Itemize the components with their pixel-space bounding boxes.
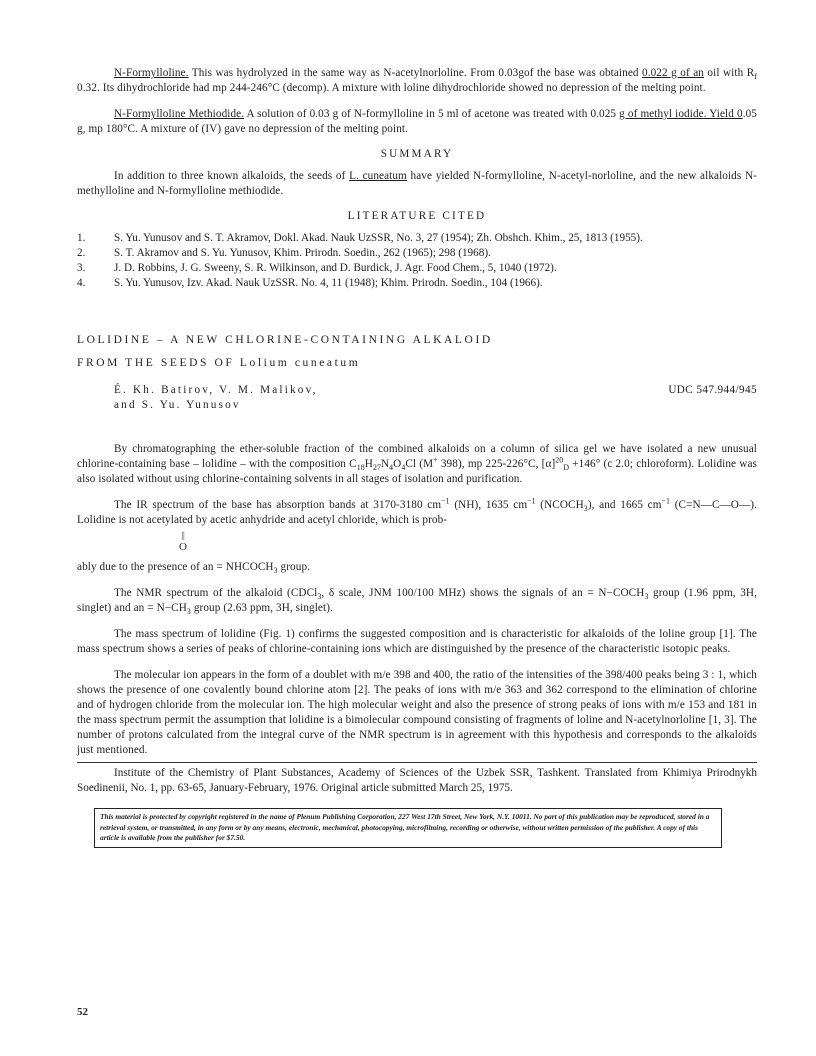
carbonyl-notation [77,532,757,560]
text-run: f [754,72,757,82]
oxygen-glyph: O [179,541,187,553]
authors-line-2: and S. Yu. Yunusov [114,399,241,411]
text-run: 4 [401,463,406,473]
text-run: group. [277,561,311,573]
reference-item [77,261,757,276]
reference-item [77,276,757,291]
page-body [77,66,757,848]
reference-item [77,231,757,246]
copyright-notice: This material is protected by copyright registered in the name of Plenum Publishing Corporation, 227 West 17th Street, New York, N.Y. 10011. No part of this publication may be reproduced, stored in a retrieval system, or transmitted, in any form or by any means, electronic, mechanical, photocopying, microfilming, recording or otherwise, without written permission of the publisher. A copy of this article is available from the publisher for $7.50. [94,808,722,848]
paragraph-mass-spectrum: The mass spectrum of lolidine (Fig. 1) confirms the suggested composition and is characteristic for alkaloids of the loline group [1]. The mass spectrum shows a series of peaks of chlorine-containing ions which are distinguished by the presence of the characteristic isotopic peaks. [77,628,757,655]
affiliation-footnote: Institute of the Chemistry of Plant Substances, Academy of Sciences of the Uzbek SSR, Tashkent. Translated from Khimiya Prirodnykh Soedinenii, No. 1, pp. 63-65, January-February, 1976. Original article submitted March 25, 1975. [77,762,757,796]
text-run: −1 [661,496,671,506]
text-run: The NMR spectrum of the alkaloid (CDCl [114,587,318,599]
text-run: The IR spectrum of the base has absorption bands at 3170-3180 cm [114,499,442,511]
text-run: L. cuneatum [349,170,407,182]
text-run: oil with R [703,67,755,79]
reference-text: S. Yu. Yunusov, Izv. Akad. Nauk UzSSR. No. 4, 11 (1948); Khim. Prirodn. Soedin., 104 (1966). [114,277,543,289]
reference-list [77,231,757,291]
text-run: −1 [527,496,536,506]
text-run: 0.022 g of an [642,67,704,79]
text-run: H [364,458,373,470]
text-run: By chromatographing the ether-soluble fraction of the combined alkaloids on a column of silica gel we have isolated a new unusual chlorine-containing base – lolidine – with the composition C [77,443,757,470]
paragraph-ir-spectrum [77,498,757,528]
text-run: 4 [389,463,394,473]
text-run: In addition to three known alkaloids, the seeds of [114,170,350,182]
reference-number: 1. [77,232,86,244]
text-run: A solution of 0.03 g of N-formylloline in 5 ml of acetone was treated with 0.025 [244,108,620,120]
summary-paragraph [77,169,757,199]
text-run: N [380,458,390,470]
text-run: This was hydrolyzed in the same way as N-acetylnorloline. From 0.03gof the base was obtained [188,67,643,79]
reference-text: S. Yu. Yunusov and S. T. Akramov, Dokl. Akad. Nauk UzSSR, No. 3, 27 (1954); Zh. Obshch. Khim., 25, 1813 (1955). [114,232,643,244]
text-run: g of methyl iodide. Yield 0 [619,108,743,120]
text-run: 3 [644,592,649,602]
text-run: , δ scale, JNM 100/100 MHz) shows the signals of an = N−COCH [321,587,645,599]
text-run: group (1.96 ppm, 3H, singlet) and an = N−CH [77,587,757,614]
reference-text: S. T. Akramov and S. Yu. Yunusov, Khim. Prirodn. Soedin., 262 (1965); 298 (1968). [114,247,491,259]
page-number: 52 [77,1006,88,1018]
text-run: (NH), 1635 cm [449,499,528,511]
double-bond-glyph: || [181,530,185,540]
text-run: D [563,463,570,473]
text-run: O [393,458,402,470]
text-run: + [433,455,438,465]
text-run: 0.32. Its dihydrochloride had mp 244-246°C (decomp). A mixture with loline dihydrochloride showed no depression of the melting point. [77,82,706,94]
text-run: ), and 1665 cm [587,499,662,511]
authors-line-1: É. Kh. Batirov, V. M. Malikov, [114,384,318,396]
article-title-line-2: FROM THE SEEDS OF Lolium cuneatum [77,357,361,369]
reference-number: 4. [77,277,86,289]
summary-heading: SUMMARY [380,148,454,160]
text-run: −1 [441,496,450,506]
paragraph-molecular-ion: The molecular ion appears in the form of a doublet with m/e 398 and 400, the ratio of the intensities of the 398/400 peaks being 3 : 1, which shows the presence of one covalently bound chlorine atom [2]. The peaks of ions with m/e 363 and 362 correspond to the elimination of chlorine and of hydrogen chloride from the molecular ion. The high molecular weight and also the presence of strong peaks of ions with m/e 153 and 181 in the mass spectrum permit the assumption that lolidine is a bimolecular compound consisting of fragments of loline and N-acetylnorloline [1, 3]. The number of protons calculated from the integral curve of the NMR spectrum is in agreement with this hypothesis and corresponds to the alkaloids just mentioned. [77,669,757,756]
text-run: 20 [555,455,564,465]
reference-number: 2. [77,247,86,259]
section-head-n-formylloline: N-Formylloline. [114,67,189,79]
text-run: (C=N—C—O—). Lolidine is not acetylated by acetic anhydride and acetyl chloride, which is prob- [77,499,757,526]
reference-item [77,246,757,261]
text-run: 3 [317,592,322,602]
text-run: 27 [372,463,381,473]
text-run: ably due to the presence of an = NHCOCH [77,561,274,573]
section-head-methiodide: N-Formylloline Methiodide. [114,108,245,120]
paragraph-isolation [77,442,757,487]
paragraph-methiodide [77,107,757,137]
text-run: have yielded N-formylloline, N-acetyl-norloline, and the new alkaloids N-methylloline and N-formylloline methiodide. [77,170,757,197]
text-run: 18 [356,463,365,473]
article-title-line-1: LOLIDINE – A NEW CHLORINE-CONTAINING ALKALOID [77,334,493,346]
paragraph-nmr-spectrum [77,586,757,616]
reference-number: 3. [77,262,86,274]
article-title [77,329,757,375]
paragraph-n-formylloline [77,66,757,96]
udc-code: UDC 547.944/945 [668,384,757,396]
text-run: +146° (c 2.0; chloroform). Lolidine was also isolated without using chlorine-containing solvents in all stages of isolation and purification. [77,458,757,485]
byline [114,383,757,413]
text-run: 3 [583,504,588,514]
reference-text: J. D. Robbins, J. G. Sweeny, S. R. Wilkinson, and D. Burdick, J. Agr. Food Chem., 5, 1040 (1972). [114,262,557,274]
text-run: 398), mp 225-226°C, [α] [437,458,556,470]
text-run: Cl (M [405,458,434,470]
paragraph-ir-continued [77,560,757,575]
text-run: 3 [186,607,191,617]
literature-cited-heading: LITERATURE CITED [347,210,487,222]
text-run: .05 g, mp 180°C. A mixture of (IV) gave no depression of the melting point. [77,108,757,135]
text-run: 3 [273,566,278,576]
text-run: (NCOCH [535,499,584,511]
text-run: group (2.63 ppm, 3H, singlet). [190,602,333,614]
